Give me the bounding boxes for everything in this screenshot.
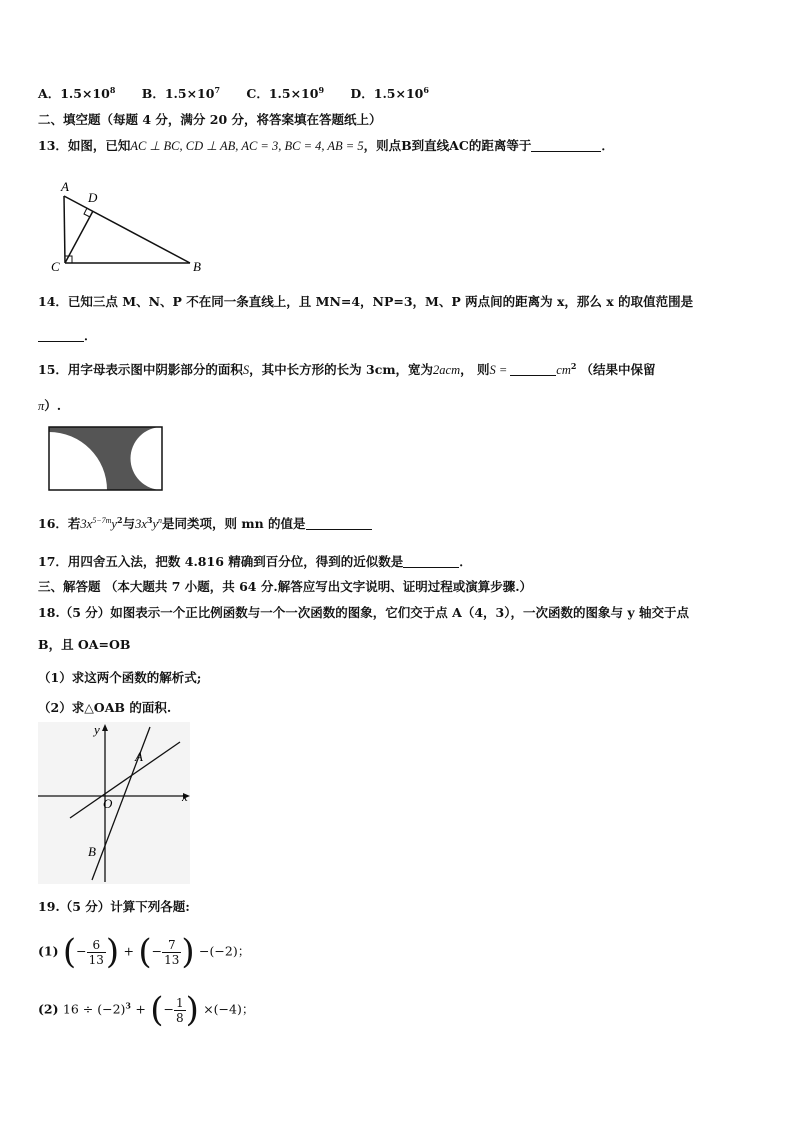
question-19-part-2: (2) $16 \div (-2)^3$ + (− $\frac{1}{8}$ ) ×(−4)； xyxy=(38,990,255,1030)
option-d: D．$1.5\times 10^6$ xyxy=(350,84,429,101)
question-17: 17．用四舍五入法，把数 4.816 精确到百分位，得到的近似数是 ． xyxy=(38,554,472,569)
option-b: B．$1.5\times 10^7$ xyxy=(141,84,221,101)
label-o: O xyxy=(103,796,113,811)
label-b: B xyxy=(88,844,96,859)
option-a: A．$1.5\times 10^8$ xyxy=(38,84,116,101)
question-14: 14．已知三点 M、N、P 不在同一条直线上，且 MN=4，NP=3，M、P 两点间的距离为 x，那么 x 的取值范围是 xyxy=(38,294,694,309)
question-15-cont: π）. xyxy=(38,398,62,413)
label-a: A xyxy=(135,749,143,764)
question-18-line-1: 18.（5 分）如图表示一个正比例函数与一个一次函数的图象，它们交于点 A（4，3），一次函数的图象与 y 轴交于点 xyxy=(38,605,689,620)
question-19-part-1: (1) (− $\frac{6}{13}$ ) + (− $\frac{7}{13}$ ) −(−2)； xyxy=(38,932,251,972)
label-d: D xyxy=(88,190,98,205)
label-a: A xyxy=(61,179,69,194)
label-y: y xyxy=(94,722,100,737)
label-b: B xyxy=(193,259,201,274)
option-c: C．$1.5\times 10^9$ xyxy=(246,84,325,101)
question-18-line-2: B，且 OA=OB xyxy=(38,637,131,652)
section-2-heading: 二、填空题（每题 4 分，满分 20 分，将答案填在答题纸上） xyxy=(38,112,382,127)
label-c: C xyxy=(51,259,60,274)
question-13: 13．如图，已知AC ⊥ BC, CD ⊥ AB, AC = 3, BC = 4, AB = 5，则点B到直线AC的距离等于 ． xyxy=(38,138,614,153)
question-18-sub-2: （2）求△OAB 的面积. xyxy=(38,700,172,715)
question-18-sub-1: （1）求这两个函数的解析式; xyxy=(38,670,202,685)
question-14-answer-line: ． xyxy=(38,326,97,344)
question-19-title: 19.（5 分）计算下列各题: xyxy=(38,899,190,914)
question-16: 16．若$3x^{5-7m}y^2$与$3x^3y^n$是同类项，则 mn 的值是 xyxy=(38,514,372,532)
q13-math: AC ⊥ BC, CD ⊥ AB, AC = 3, BC = 4, AB = 5 xyxy=(130,139,364,153)
label-x: x xyxy=(182,789,188,804)
question-15: 15．用字母表示图中阴影部分的面积S，其中长方形的长为 3cm，宽为2acm， 则$S = cm^2$ （结果中保留 xyxy=(38,360,656,377)
section-3-heading: 三、解答题 （本大题共 7 小题，共 64 分.解答应写出文字说明、证明过程或演算步骤.） xyxy=(38,579,533,594)
